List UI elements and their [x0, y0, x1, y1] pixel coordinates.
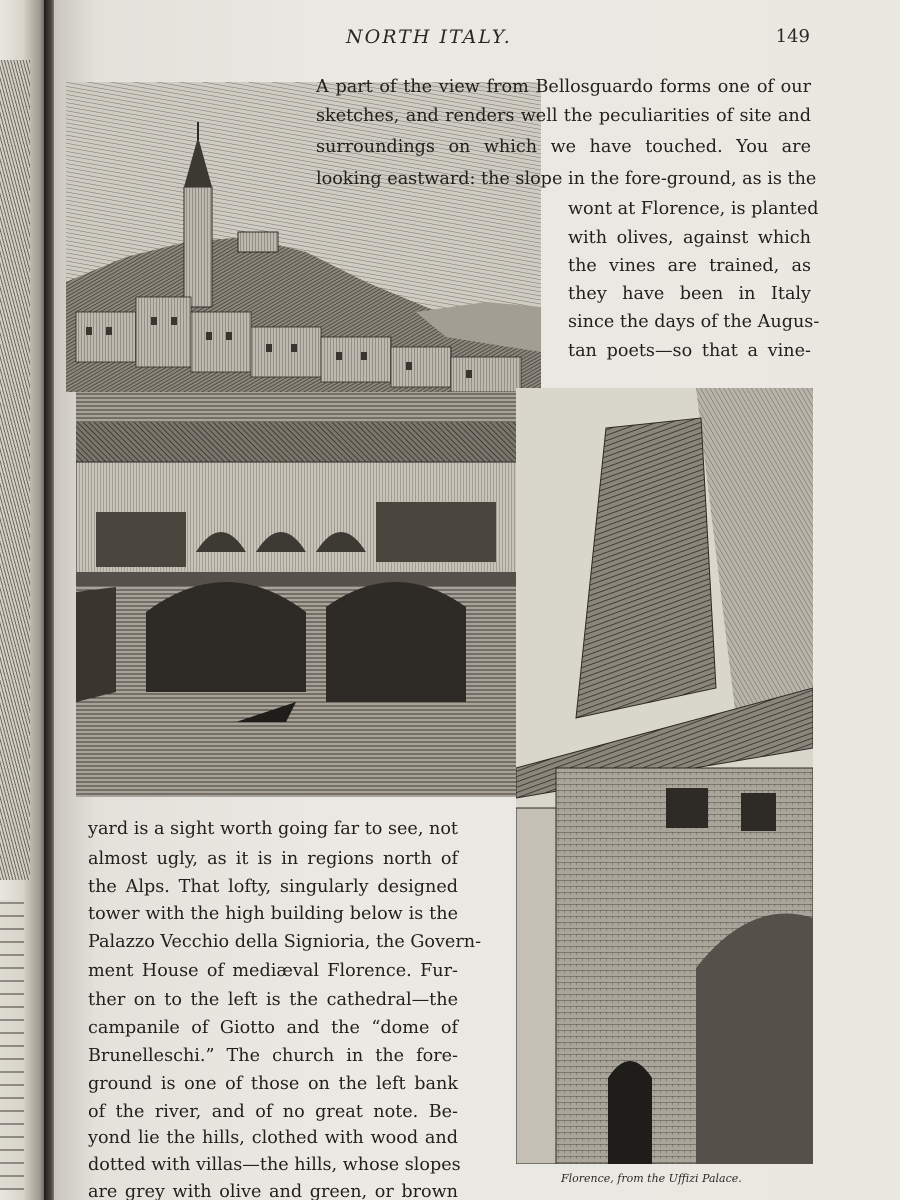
- text-line: yond lie the hills, clothed with wood and: [88, 1128, 458, 1148]
- text-line: with olives, against which: [568, 228, 811, 248]
- bridge-river-drawing: [76, 392, 572, 797]
- text-line: tan poets—so that a vine-: [568, 341, 811, 361]
- text-line: Palazzo Vecchio della Signioria, the Govern-: [88, 932, 482, 952]
- text-line: since the days of the Augus-: [568, 312, 820, 332]
- text-line: ther on to the left is the cathedral—the: [88, 990, 458, 1010]
- text-line: are grey with olive and green, or brown: [88, 1182, 458, 1200]
- illustration-caption: Florence, from the Uffizi Palace.: [561, 1172, 742, 1185]
- text-line: yard is a sight worth going far to see, not: [88, 819, 458, 839]
- text-line: tower with the high building below is the: [88, 904, 458, 924]
- engraving-hillside-town: [66, 82, 541, 392]
- engraving-bridge-river: [76, 392, 572, 797]
- engraving-uffizi-street: [516, 388, 813, 1164]
- text-line: almost ugly, as it is in regions north of: [88, 849, 458, 869]
- hillside-town-drawing: [66, 82, 541, 392]
- text-line: they have been in Italy: [568, 284, 811, 304]
- running-head: NORTH ITALY.: [346, 26, 512, 48]
- text-line: A part of the view from Bellosguardo forms one of our: [316, 77, 811, 97]
- text-line: the Alps. That lofty, singularly designed: [88, 877, 458, 897]
- text-line: the vines are trained, as: [568, 256, 811, 276]
- text-line: looking eastward: the slope in the fore-ground, as is the: [316, 169, 817, 189]
- left-page-edge: [0, 0, 50, 1200]
- text-line: campanile of Giotto and the “dome of: [88, 1018, 458, 1038]
- left-page-engraving-fragment: [0, 60, 30, 880]
- uffizi-street-drawing: [516, 388, 813, 1164]
- text-line: Brunelleschi.” The church in the fore-: [88, 1046, 458, 1066]
- book-page: [54, 0, 900, 1200]
- text-line: wont at Florence, is planted: [568, 199, 819, 219]
- text-line: dotted with villas—the hills, whose slopes: [88, 1155, 461, 1175]
- text-line: sketches, and renders well the peculiarities of site and: [316, 106, 811, 126]
- page-number: 149: [775, 26, 810, 47]
- text-line: ment House of mediæval Florence. Fur-: [88, 961, 458, 981]
- text-line: ground is one of those on the left bank: [88, 1074, 458, 1094]
- left-page-text-fragment: [0, 900, 24, 1190]
- text-line: of the river, and of no great note. Be-: [88, 1102, 458, 1122]
- text-line: surroundings on which we have touched. You are: [316, 137, 811, 157]
